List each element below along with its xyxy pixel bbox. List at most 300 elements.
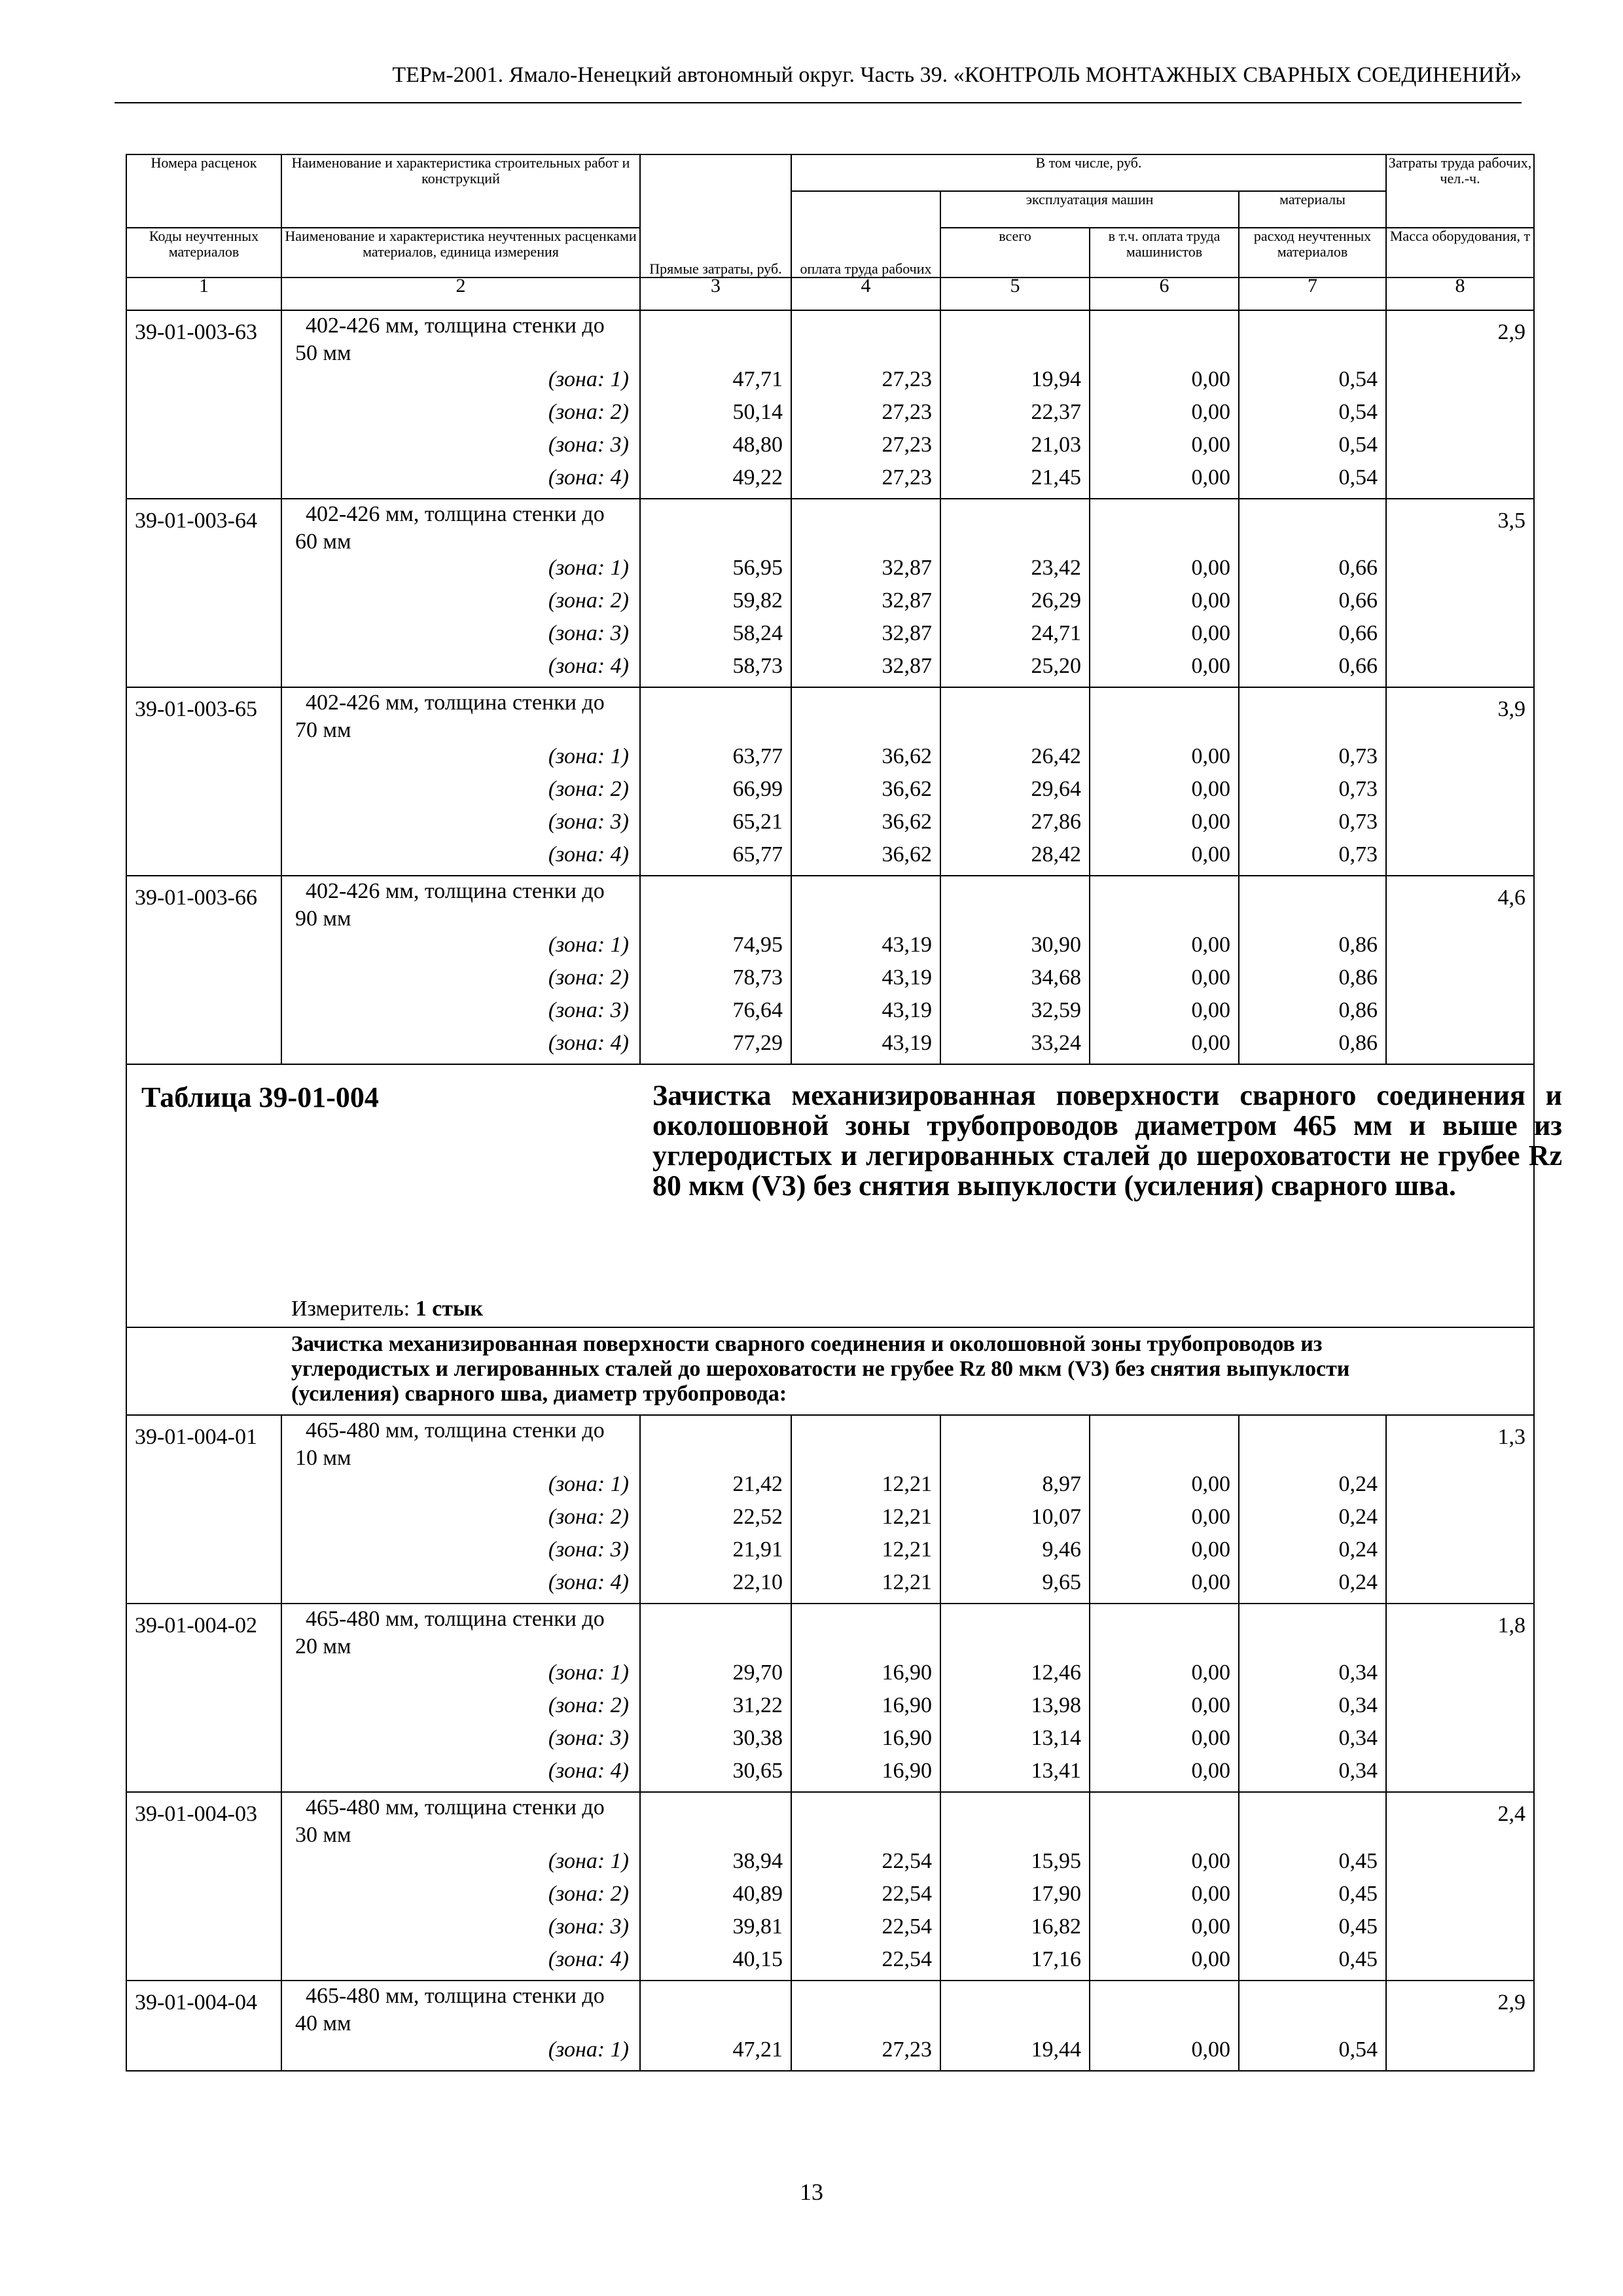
zone-label: (зона: 2) <box>281 1693 640 1726</box>
empty-cell <box>1090 1415 1239 1472</box>
materials: 0,54 <box>1239 433 1386 465</box>
col-number: 3 <box>640 278 791 310</box>
materials: 0,66 <box>1239 654 1386 687</box>
machine-operators: 0,00 <box>1090 998 1239 1031</box>
empty-cell <box>791 1981 940 2037</box>
empty-cell <box>1386 1570 1534 1604</box>
zone-label: (зона: 2) <box>281 1882 640 1914</box>
empty-cell <box>1386 1660 1534 1693</box>
empty-cell <box>1090 687 1239 744</box>
block-39-01-004 <box>126 1415 1534 2071</box>
header-rule <box>115 102 1522 103</box>
machine-operators: 0,00 <box>1090 1947 1239 1981</box>
materials: 0,86 <box>1239 965 1386 998</box>
labor-pay: 32,87 <box>791 556 940 588</box>
direct-cost: 49,22 <box>640 465 791 499</box>
empty-cell <box>1386 621 1534 654</box>
col-number: 8 <box>1386 278 1534 310</box>
col-number: 4 <box>791 278 940 310</box>
table-title: Таблица 39-01-004 <box>141 1081 379 1113</box>
direct-cost: 22,10 <box>640 1570 791 1604</box>
page-number: 13 <box>800 2179 823 2205</box>
empty-cell <box>1386 588 1534 621</box>
machine-total: 17,16 <box>940 1947 1090 1981</box>
empty-cell <box>1386 1537 1534 1570</box>
empty-cell <box>126 744 281 777</box>
empty-cell <box>126 588 281 621</box>
labor-cost: 1,3 <box>1386 1415 1534 1472</box>
machine-total: 32,59 <box>940 998 1090 1031</box>
materials: 0,54 <box>1239 2037 1386 2071</box>
empty-cell <box>1386 1031 1534 1064</box>
col-name-header: Наименование и характеристика строительных работ и конструкций <box>281 154 640 228</box>
empty-cell <box>126 400 281 433</box>
direct-cost: 58,73 <box>640 654 791 687</box>
empty-cell <box>791 1792 940 1849</box>
zone-row <box>126 1472 1534 1505</box>
materials: 0,54 <box>1239 367 1386 400</box>
machine-total: 23,42 <box>940 556 1090 588</box>
empty-cell <box>791 499 940 556</box>
labor-pay: 32,87 <box>791 654 940 687</box>
rate-code: 39-01-004-02 <box>126 1604 281 1660</box>
empty-cell <box>126 965 281 998</box>
labor-pay: 36,62 <box>791 744 940 777</box>
table-section <box>126 1064 1562 1327</box>
zone-row <box>126 1882 1534 1914</box>
labor-pay: 43,19 <box>791 998 940 1031</box>
direct-cost: 47,21 <box>640 2037 791 2071</box>
empty-cell <box>791 876 940 933</box>
machine-operators: 0,00 <box>1090 810 1239 842</box>
zone-row <box>126 1693 1534 1726</box>
labor-pay: 22,54 <box>791 1849 940 1882</box>
zone-label: (зона: 4) <box>281 654 640 687</box>
table-caption: Зачистка механизированная поверхности сварного соединения и околошовной зоны трубопроводов диаметром 465 мм и выше из углеродистых и легированных сталей до шероховатости не грубее Rz 80 мкм (V3) без снятия выпуклости (усиления) сварного шва. <box>652 1079 1562 1202</box>
empty-cell <box>1239 1981 1386 2037</box>
labor-pay: 27,23 <box>791 2037 940 2071</box>
direct-cost: 40,89 <box>640 1882 791 1914</box>
machine-operators: 0,00 <box>1090 1660 1239 1693</box>
rate-code: 39-01-003-66 <box>126 876 281 933</box>
zone-label: (зона: 2) <box>281 400 640 433</box>
zone-row <box>126 1726 1534 1759</box>
direct-cost: 48,80 <box>640 433 791 465</box>
empty-cell <box>126 1759 281 1792</box>
empty-cell <box>1386 1472 1534 1505</box>
zone-label: (зона: 2) <box>281 588 640 621</box>
machine-operators: 0,00 <box>1090 1537 1239 1570</box>
zone-row <box>126 933 1534 965</box>
direct-cost: 22,52 <box>640 1505 791 1537</box>
machine-operators: 0,00 <box>1090 433 1239 465</box>
empty-cell <box>126 1849 281 1882</box>
machine-operators: 0,00 <box>1090 588 1239 621</box>
machine-total: 13,41 <box>940 1759 1090 1792</box>
empty-cell <box>1386 1914 1534 1947</box>
empty-cell <box>940 876 1090 933</box>
empty-cell <box>791 310 940 367</box>
empty-cell <box>1239 1604 1386 1660</box>
empty-cell <box>640 876 791 933</box>
materials: 0,73 <box>1239 842 1386 876</box>
machine-operators: 0,00 <box>1090 400 1239 433</box>
zone-row <box>126 588 1534 621</box>
rate-row <box>126 1604 1534 1660</box>
zone-row <box>126 2037 1534 2071</box>
empty-cell <box>1239 1415 1386 1472</box>
zone-row <box>126 965 1534 998</box>
zone-label: (зона: 3) <box>281 998 640 1031</box>
zone-label: (зона: 3) <box>281 621 640 654</box>
zone-row <box>126 1947 1534 1981</box>
machine-total: 10,07 <box>940 1505 1090 1537</box>
machines-operators-header: в т.ч. оплата труда машинистов <box>1090 228 1239 278</box>
zone-label: (зона: 1) <box>281 2037 640 2071</box>
empty-cell <box>1386 400 1534 433</box>
empty-cell <box>791 687 940 744</box>
machine-operators: 0,00 <box>1090 465 1239 499</box>
empty-cell <box>1386 933 1534 965</box>
empty-cell <box>1386 998 1534 1031</box>
zone-row <box>126 400 1534 433</box>
materials: 0,24 <box>1239 1472 1386 1505</box>
zone-label: (зона: 1) <box>281 933 640 965</box>
direct-cost: 21,91 <box>640 1537 791 1570</box>
empty-cell <box>1386 744 1534 777</box>
labor-pay: 22,54 <box>791 1914 940 1947</box>
machine-total: 26,29 <box>940 588 1090 621</box>
machine-operators: 0,00 <box>1090 933 1239 965</box>
materials: 0,73 <box>1239 810 1386 842</box>
empty-cell <box>640 499 791 556</box>
labor-pay: 16,90 <box>791 1660 940 1693</box>
materials: 0,24 <box>1239 1505 1386 1537</box>
rate-description: 465-480 мм, толщина стенки до 40 мм <box>281 1981 640 2037</box>
machine-operators: 0,00 <box>1090 1505 1239 1537</box>
rate-row <box>126 876 1534 933</box>
empty-cell <box>1090 310 1239 367</box>
machine-operators: 0,00 <box>1090 1759 1239 1792</box>
rate-row <box>126 1792 1534 1849</box>
zone-row <box>126 621 1534 654</box>
machine-operators: 0,00 <box>1090 965 1239 998</box>
col-number: 5 <box>940 278 1090 310</box>
empty-cell <box>1090 876 1239 933</box>
col-number: 7 <box>1239 278 1386 310</box>
empty-cell <box>1386 1693 1534 1726</box>
machine-total: 8,97 <box>940 1472 1090 1505</box>
empty-cell <box>1090 1604 1239 1660</box>
codes-unaccounted-header: Коды неучтенных материалов <box>126 228 281 278</box>
machine-total: 34,68 <box>940 965 1090 998</box>
empty-cell <box>126 1472 281 1505</box>
col-code-header: Номера расценок <box>126 154 281 228</box>
empty-cell <box>126 810 281 842</box>
empty-cell <box>1386 777 1534 810</box>
labor-cost: 1,8 <box>1386 1604 1534 1660</box>
machines-total-header: всего <box>940 228 1090 278</box>
direct-cost: 38,94 <box>640 1849 791 1882</box>
materials: 0,24 <box>1239 1537 1386 1570</box>
labor-pay: 22,54 <box>791 1947 940 1981</box>
materials: 0,86 <box>1239 998 1386 1031</box>
rates-table <box>126 154 1562 2072</box>
labor-cost: 2,4 <box>1386 1792 1534 1849</box>
direct-cost: 39,81 <box>640 1914 791 1947</box>
empty-cell <box>1239 687 1386 744</box>
empty-cell <box>1386 433 1534 465</box>
name-unaccounted-header: Наименование и характеристика неучтенных расценками материалов, единица измерения <box>281 228 640 278</box>
empty-cell <box>126 777 281 810</box>
labor-pay: 12,21 <box>791 1537 940 1570</box>
machines-header: эксплуатация машин <box>940 191 1239 228</box>
empty-cell <box>1386 654 1534 687</box>
zone-row <box>126 433 1534 465</box>
empty-cell <box>126 998 281 1031</box>
empty-cell <box>126 842 281 876</box>
materials: 0,73 <box>1239 777 1386 810</box>
labor-pay: 16,90 <box>791 1726 940 1759</box>
labor-pay: 27,23 <box>791 367 940 400</box>
empty-cell <box>126 433 281 465</box>
labor-pay: 36,62 <box>791 777 940 810</box>
empty-cell <box>1386 1505 1534 1537</box>
zone-row <box>126 842 1534 876</box>
rate-row <box>126 687 1534 744</box>
materials: 0,45 <box>1239 1849 1386 1882</box>
labor-pay: 16,90 <box>791 1759 940 1792</box>
machine-operators: 0,00 <box>1090 621 1239 654</box>
empty-cell <box>126 1693 281 1726</box>
empty-cell <box>1239 876 1386 933</box>
empty-cell <box>1386 1726 1534 1759</box>
empty-cell <box>791 1604 940 1660</box>
machine-total: 27,86 <box>940 810 1090 842</box>
zone-label: (зона: 2) <box>281 1505 640 1537</box>
direct-cost: 29,70 <box>640 1660 791 1693</box>
labor-pay: 12,21 <box>791 1505 940 1537</box>
materials: 0,45 <box>1239 1882 1386 1914</box>
direct-cost: 56,95 <box>640 556 791 588</box>
labor-pay: 43,19 <box>791 965 940 998</box>
labor-pay: 43,19 <box>791 933 940 965</box>
direct-cost: 78,73 <box>640 965 791 998</box>
zone-label: (зона: 3) <box>281 433 640 465</box>
materials: 0,34 <box>1239 1693 1386 1726</box>
zone-label: (зона: 4) <box>281 1759 640 1792</box>
col-number: 6 <box>1090 278 1239 310</box>
table-header <box>126 154 1534 310</box>
labor-pay: 27,23 <box>791 433 940 465</box>
empty-cell <box>1386 1947 1534 1981</box>
direct-cost: 47,71 <box>640 367 791 400</box>
empty-cell <box>126 1914 281 1947</box>
materials: 0,86 <box>1239 933 1386 965</box>
rate-description: 402-426 мм, толщина стенки до 70 мм <box>281 687 640 744</box>
zone-label: (зона: 3) <box>281 1914 640 1947</box>
zone-label: (зона: 3) <box>281 1726 640 1759</box>
materials: 0,66 <box>1239 621 1386 654</box>
zone-label: (зона: 2) <box>281 777 640 810</box>
direct-cost: 30,65 <box>640 1759 791 1792</box>
zone-label: (зона: 3) <box>281 810 640 842</box>
table-section-39-01-004 <box>126 1064 1562 1415</box>
materials: 0,24 <box>1239 1570 1386 1604</box>
machine-total: 16,82 <box>940 1914 1090 1947</box>
zone-row <box>126 744 1534 777</box>
col-direct-header: Прямые затраты, руб. <box>640 154 791 278</box>
direct-cost: 65,77 <box>640 842 791 876</box>
zone-row <box>126 556 1534 588</box>
labor-pay: 36,62 <box>791 810 940 842</box>
zone-label: (зона: 4) <box>281 1570 640 1604</box>
empty-cell <box>126 1031 281 1064</box>
rate-code: 39-01-003-64 <box>126 499 281 556</box>
machine-operators: 0,00 <box>1090 1570 1239 1604</box>
materials: 0,54 <box>1239 400 1386 433</box>
machine-operators: 0,00 <box>1090 1882 1239 1914</box>
col-number: 1 <box>126 278 281 310</box>
empty-cell <box>126 1726 281 1759</box>
labor-pay: 16,90 <box>791 1693 940 1726</box>
empty-cell <box>640 1792 791 1849</box>
machine-total: 26,42 <box>940 744 1090 777</box>
empty-cell <box>1386 465 1534 499</box>
measure-label: Измеритель: <box>291 1297 410 1321</box>
zone-label: (зона: 4) <box>281 1031 640 1064</box>
empty-cell <box>126 1947 281 1981</box>
rate-description: 402-426 мм, толщина стенки до 50 мм <box>281 310 640 367</box>
materials: 0,66 <box>1239 588 1386 621</box>
direct-cost: 50,14 <box>640 400 791 433</box>
zone-label: (зона: 1) <box>281 1849 640 1882</box>
empty-cell <box>940 1981 1090 2037</box>
direct-cost: 58,24 <box>640 621 791 654</box>
machine-total: 21,03 <box>940 433 1090 465</box>
materials-header: материалы <box>1239 191 1386 228</box>
materials-use-header: расход неучтенных материалов <box>1239 228 1386 278</box>
empty-cell <box>126 654 281 687</box>
zone-row <box>126 1914 1534 1947</box>
empty-cell <box>1386 810 1534 842</box>
empty-cell <box>126 556 281 588</box>
measure-value: 1 стык <box>415 1297 484 1321</box>
col-number: 2 <box>281 278 640 310</box>
machine-total: 9,65 <box>940 1570 1090 1604</box>
machine-operators: 0,00 <box>1090 1472 1239 1505</box>
direct-cost: 63,77 <box>640 744 791 777</box>
empty-cell <box>640 310 791 367</box>
labor-pay: 43,19 <box>791 1031 940 1064</box>
materials: 0,34 <box>1239 1759 1386 1792</box>
empty-cell <box>126 1882 281 1914</box>
labor-pay: 27,23 <box>791 400 940 433</box>
empty-cell <box>940 687 1090 744</box>
labor-cost: 2,9 <box>1386 310 1534 367</box>
empty-cell <box>1090 1981 1239 2037</box>
empty-cell <box>940 1415 1090 1472</box>
zone-label: (зона: 4) <box>281 1947 640 1981</box>
machine-total: 13,14 <box>940 1726 1090 1759</box>
empty-cell <box>1239 310 1386 367</box>
machine-operators: 0,00 <box>1090 1031 1239 1064</box>
page-header: ТЕРм-2001. Ямало-Ненецкий автономный округ. Часть 39. «КОНТРОЛЬ МОНТАЖНЫХ СВАРНЫХ СОЕДИНЕНИЙ» <box>392 63 1522 87</box>
machine-total: 12,46 <box>940 1660 1090 1693</box>
zone-row <box>126 1849 1534 1882</box>
empty-cell <box>1239 1792 1386 1849</box>
machine-total: 13,98 <box>940 1693 1090 1726</box>
zone-row <box>126 1759 1534 1792</box>
empty-cell <box>640 1981 791 2037</box>
labor-pay: 27,23 <box>791 465 940 499</box>
empty-cell <box>1386 965 1534 998</box>
machine-total: 24,71 <box>940 621 1090 654</box>
rate-row <box>126 310 1534 367</box>
empty-cell <box>126 1505 281 1537</box>
empty-cell <box>126 465 281 499</box>
rate-code: 39-01-004-03 <box>126 1792 281 1849</box>
empty-cell <box>1386 367 1534 400</box>
rate-row <box>126 1981 1534 2037</box>
rate-description: 402-426 мм, толщина стенки до 90 мм <box>281 876 640 933</box>
group-heading: Зачистка механизированная поверхности сварного соединения и околошовной зоны трубопроводов из углеродистых и легированных сталей до шероховатости не грубее Rz 80 мкм (V3) без снятия выпуклости (усиления) сварного шва, диаметр трубопровода: <box>126 1327 1534 1415</box>
empty-cell <box>126 933 281 965</box>
zone-row <box>126 654 1534 687</box>
rate-description: 402-426 мм, толщина стенки до 60 мм <box>281 499 640 556</box>
machine-total: 15,95 <box>940 1849 1090 1882</box>
rate-row <box>126 1415 1534 1472</box>
labor-pay: 12,21 <box>791 1472 940 1505</box>
machine-total: 19,94 <box>940 367 1090 400</box>
empty-cell <box>1090 499 1239 556</box>
machine-operators: 0,00 <box>1090 556 1239 588</box>
empty-cell <box>640 687 791 744</box>
materials: 0,54 <box>1239 465 1386 499</box>
measure-unit <box>291 1297 483 1321</box>
zone-label: (зона: 3) <box>281 1537 640 1570</box>
zone-row <box>126 367 1534 400</box>
zone-row <box>126 810 1534 842</box>
empty-cell <box>1386 842 1534 876</box>
empty-cell <box>940 1604 1090 1660</box>
rate-description: 465-480 мм, толщина стенки до 30 мм <box>281 1792 640 1849</box>
machine-operators: 0,00 <box>1090 1726 1239 1759</box>
empty-cell <box>640 1604 791 1660</box>
zone-label: (зона: 4) <box>281 842 640 876</box>
direct-cost: 59,82 <box>640 588 791 621</box>
machine-operators: 0,00 <box>1090 1914 1239 1947</box>
zone-label: (зона: 1) <box>281 1472 640 1505</box>
rate-row <box>126 499 1534 556</box>
rate-code: 39-01-004-01 <box>126 1415 281 1472</box>
machine-operators: 0,00 <box>1090 1849 1239 1882</box>
machine-total: 21,45 <box>940 465 1090 499</box>
empty-cell <box>126 621 281 654</box>
col-labor-pay-header: оплата труда рабочих <box>791 191 940 278</box>
machine-total: 9,46 <box>940 1537 1090 1570</box>
empty-cell <box>940 310 1090 367</box>
machine-operators: 0,00 <box>1090 2037 1239 2071</box>
empty-cell <box>1386 556 1534 588</box>
zone-row <box>126 1660 1534 1693</box>
empty-cell <box>1239 499 1386 556</box>
rate-code: 39-01-003-63 <box>126 310 281 367</box>
zone-row <box>126 465 1534 499</box>
empty-cell <box>640 1415 791 1472</box>
direct-cost: 66,99 <box>640 777 791 810</box>
zone-label: (зона: 1) <box>281 367 640 400</box>
